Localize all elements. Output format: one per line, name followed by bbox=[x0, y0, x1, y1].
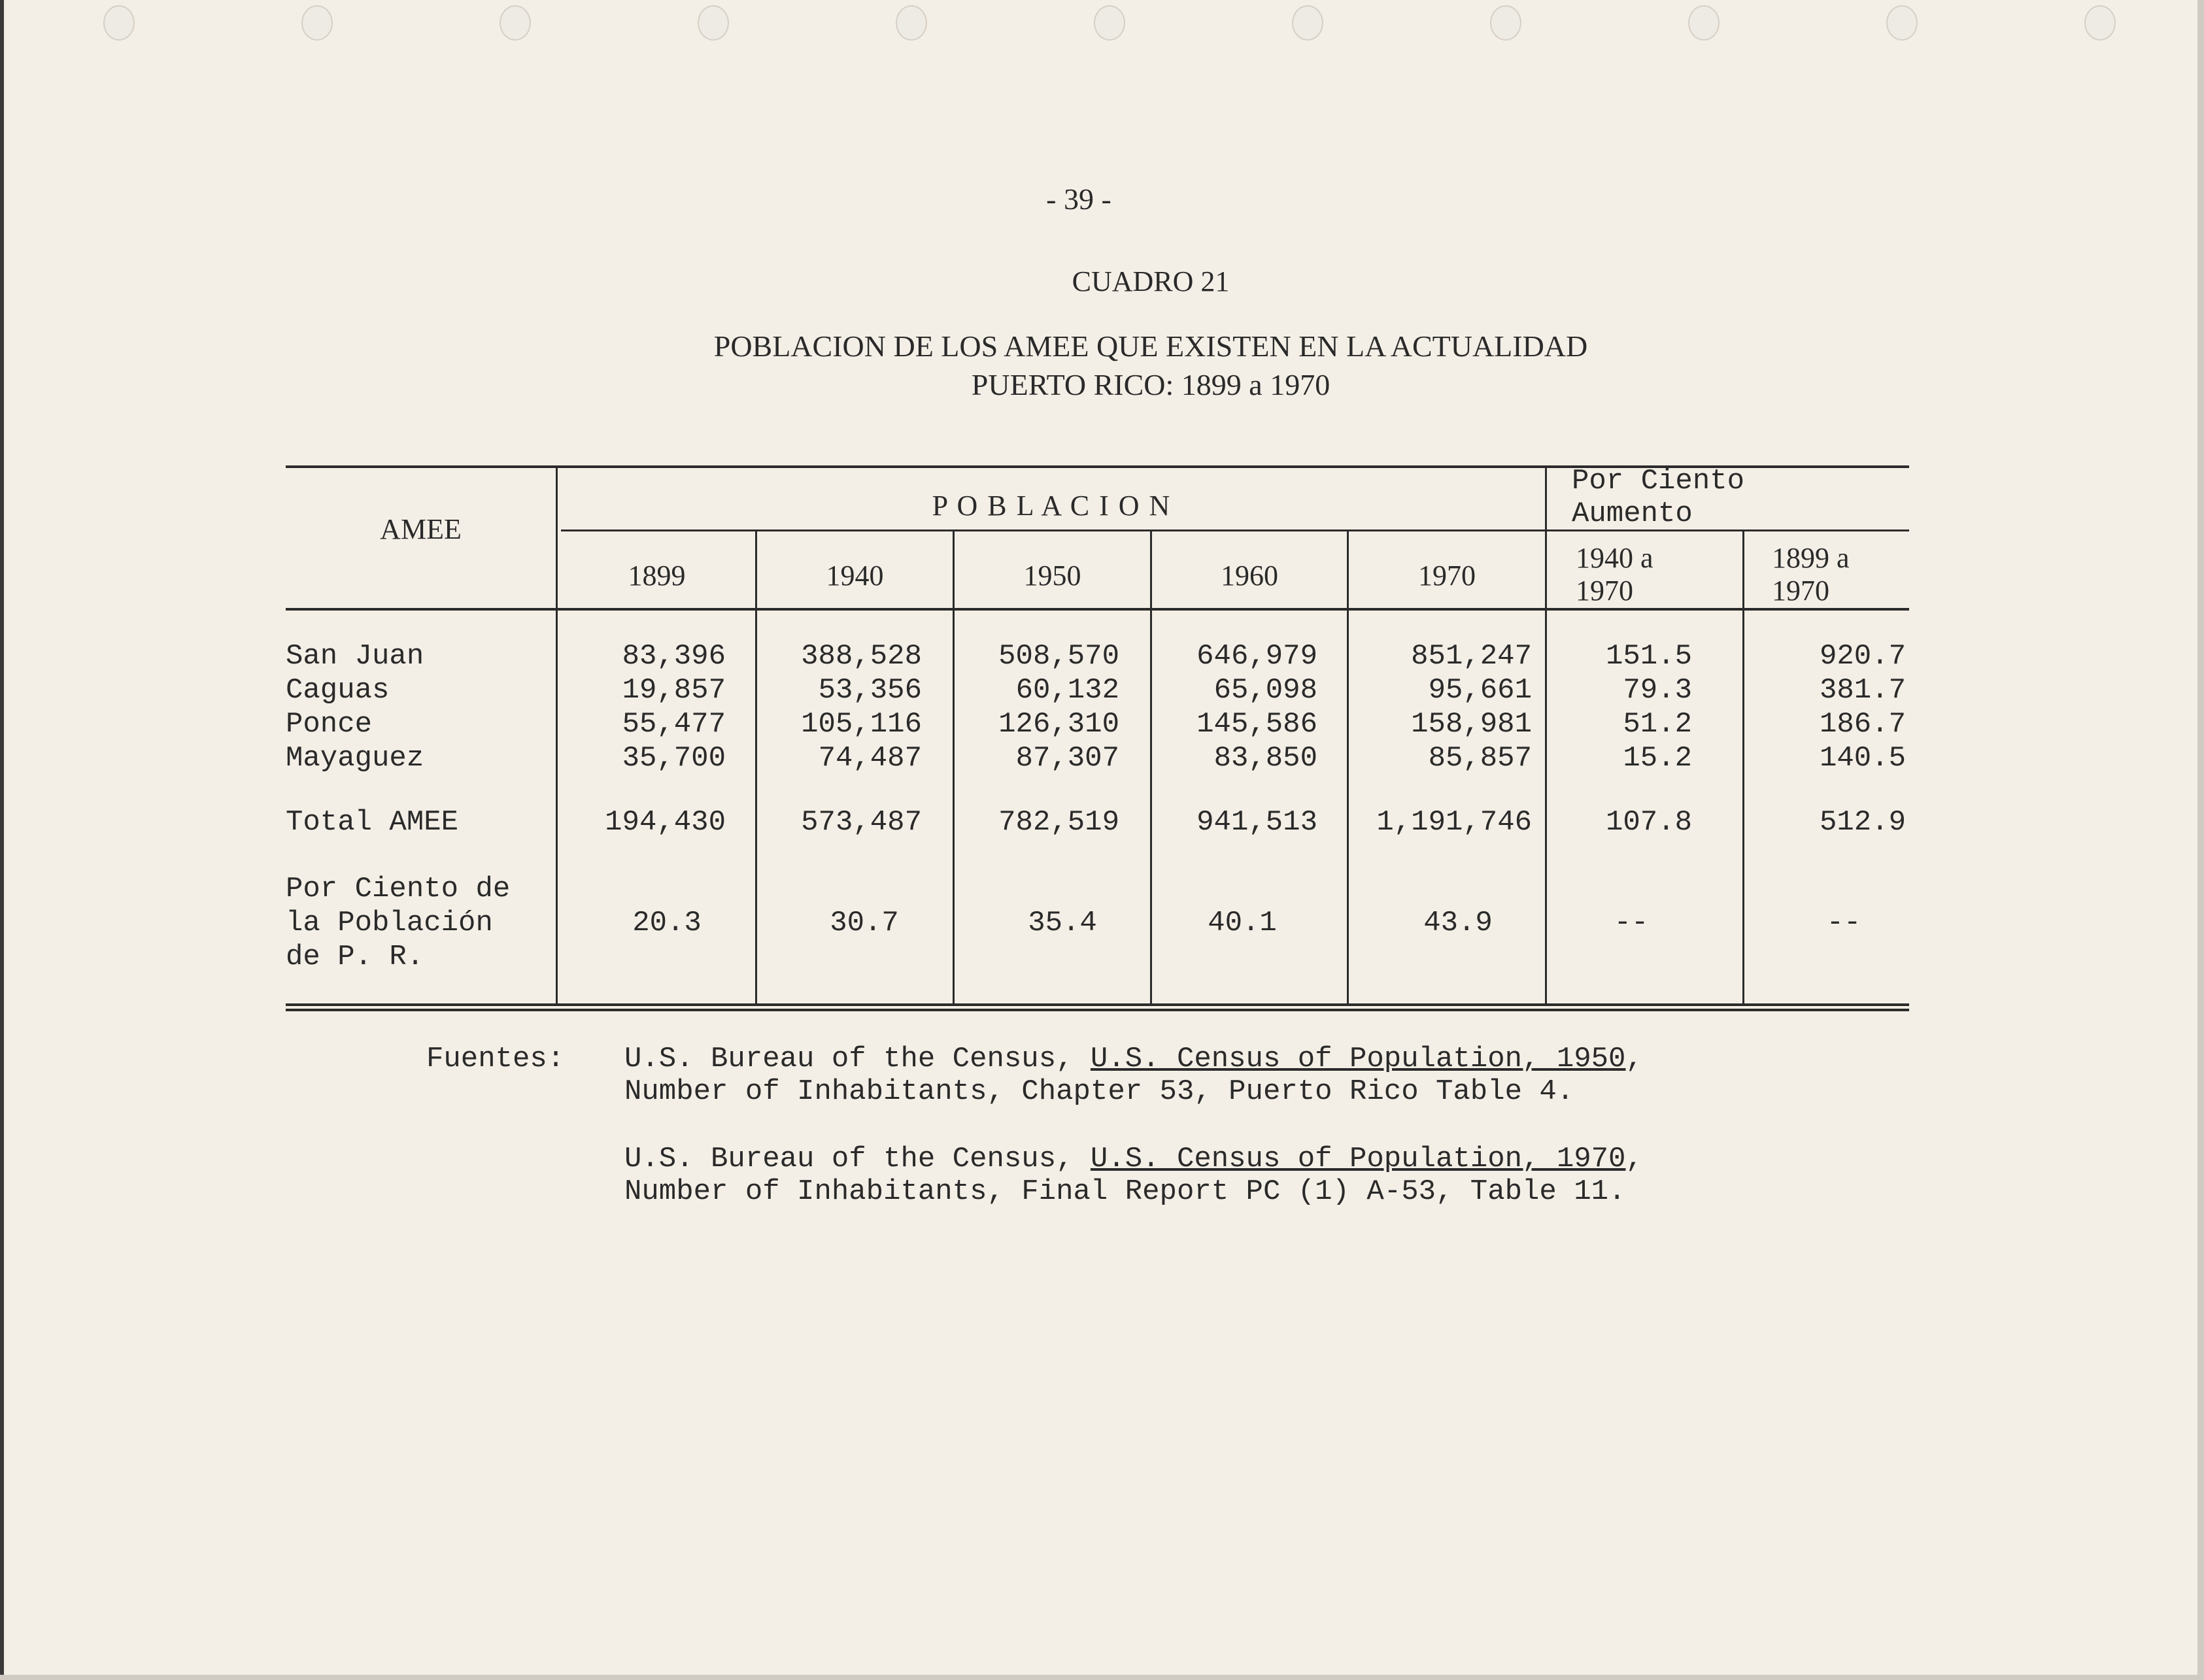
page-number: - 39 - bbox=[1046, 182, 1111, 216]
table-cell: 381.7 bbox=[1819, 674, 1906, 707]
binder-hole bbox=[698, 5, 729, 41]
table-cell: 851,247 bbox=[1411, 640, 1532, 673]
header-range-1940-end: 1970 bbox=[1576, 575, 1633, 607]
table-cell: 126,310 bbox=[998, 708, 1119, 741]
table-bottom-rule bbox=[286, 1003, 1909, 1006]
total-cell: 941,513 bbox=[1196, 806, 1317, 839]
percent-cell: 43.9 bbox=[1423, 907, 1493, 939]
table-cell: 186.7 bbox=[1819, 708, 1906, 741]
table-cell: 140.5 bbox=[1819, 742, 1906, 775]
percent-row-label: de P. R. bbox=[286, 941, 424, 973]
table-cell: 920.7 bbox=[1819, 640, 1906, 673]
binder-hole bbox=[1886, 5, 1918, 41]
table-subtitle: PUERTO RICO: 1899 a 1970 bbox=[971, 368, 1331, 401]
table-cell: 85,857 bbox=[1428, 742, 1532, 775]
binder-hole bbox=[301, 5, 333, 41]
header-year: 1970 bbox=[1418, 560, 1476, 592]
table-number: CUADRO 21 bbox=[1072, 265, 1230, 297]
percent-cell: 20.3 bbox=[632, 907, 702, 939]
binder-hole bbox=[1688, 5, 1720, 41]
table-cell: 95,661 bbox=[1428, 674, 1532, 707]
source-2-text: U.S. Bureau of the Census, bbox=[624, 1143, 1091, 1175]
header-range-1940: 1940 a bbox=[1576, 542, 1653, 574]
header-range-1899: 1899 a bbox=[1772, 542, 1850, 574]
table-cell: 65,098 bbox=[1213, 674, 1317, 707]
page-bottom-edge bbox=[0, 1675, 2204, 1680]
table-cell: 508,570 bbox=[998, 640, 1119, 673]
source-1-title: U.S. Census of Population, 1950 bbox=[1090, 1043, 1626, 1075]
table-cell: 87,307 bbox=[1015, 742, 1119, 775]
table-cell: 105,116 bbox=[801, 708, 922, 741]
table-cell: 83,396 bbox=[622, 640, 726, 673]
source-1-line-2: Number of Inhabitants, Chapter 53, Puerto Rico Table 4. bbox=[624, 1075, 1574, 1108]
source-2-line-1 bbox=[624, 1143, 1643, 1175]
binder-hole bbox=[1490, 5, 1521, 41]
percent-cell: 40.1 bbox=[1208, 907, 1277, 939]
binder-holes bbox=[0, 5, 2204, 44]
binder-hole bbox=[1292, 5, 1323, 41]
binder-hole bbox=[103, 5, 135, 41]
table-cell: 646,979 bbox=[1196, 640, 1317, 673]
percent-cell: 35.4 bbox=[1028, 907, 1097, 939]
header-year: 1960 bbox=[1221, 560, 1278, 592]
header-range-1899-end: 1970 bbox=[1772, 575, 1829, 607]
percent-row-label: la Población bbox=[286, 907, 493, 939]
page-right-edge bbox=[2197, 0, 2204, 1680]
header-year: 1899 bbox=[628, 560, 686, 592]
header-bottom-rule bbox=[286, 608, 1909, 611]
source-2-comma: , bbox=[1625, 1143, 1643, 1175]
header-aumento: Aumento bbox=[1572, 497, 1693, 530]
binder-hole bbox=[896, 5, 927, 41]
table-cell: 35,700 bbox=[622, 742, 726, 775]
header-por-ciento: Por Ciento bbox=[1572, 465, 1745, 497]
table-cell: 55,477 bbox=[622, 708, 726, 741]
total-row-label: Total AMEE bbox=[286, 806, 459, 839]
table-cell: 53,356 bbox=[818, 674, 922, 707]
table-cell: 145,586 bbox=[1196, 708, 1317, 741]
row-label: Mayaguez bbox=[286, 742, 424, 775]
total-cell: 573,487 bbox=[801, 806, 922, 839]
table-cell: 388,528 bbox=[801, 640, 922, 673]
total-cell: 107.8 bbox=[1605, 806, 1692, 839]
total-cell: 1,191,746 bbox=[1376, 806, 1532, 839]
percent-cell: -- bbox=[1826, 907, 1861, 939]
total-cell: 512.9 bbox=[1819, 806, 1906, 839]
total-cell: 782,519 bbox=[998, 806, 1119, 839]
source-2-line-2: Number of Inhabitants, Final Report PC (1) A-53, Table 11. bbox=[624, 1175, 1626, 1208]
table-title: POBLACION DE LOS AMEE QUE EXISTEN EN LA ACTUALIDAD bbox=[713, 329, 1588, 363]
source-2-title: U.S. Census of Population, 1970 bbox=[1090, 1143, 1626, 1175]
table-cell: 15.2 bbox=[1623, 742, 1692, 775]
binder-hole bbox=[500, 5, 531, 41]
table-cell: 19,857 bbox=[622, 674, 726, 707]
row-label: Ponce bbox=[286, 708, 373, 741]
page-left-edge bbox=[0, 0, 4, 1680]
percent-cell: -- bbox=[1614, 907, 1649, 939]
total-cell: 194,430 bbox=[605, 806, 726, 839]
source-1-text: U.S. Bureau of the Census, bbox=[624, 1043, 1091, 1075]
table-cell: 51.2 bbox=[1623, 708, 1692, 741]
percent-row-label: Por Ciento de bbox=[286, 873, 511, 905]
row-label: San Juan bbox=[286, 640, 424, 673]
binder-hole bbox=[2084, 5, 2116, 41]
sources-label: Fuentes: bbox=[426, 1043, 565, 1075]
table-cell: 60,132 bbox=[1015, 674, 1119, 707]
header-year: 1940 bbox=[826, 560, 884, 592]
header-sub-rule bbox=[561, 529, 1909, 531]
table-cell: 151.5 bbox=[1605, 640, 1692, 673]
binder-hole bbox=[1094, 5, 1125, 41]
table-cell: 158,981 bbox=[1411, 708, 1532, 741]
source-1-comma: , bbox=[1625, 1043, 1643, 1075]
row-label: Caguas bbox=[286, 674, 390, 707]
percent-cell: 30.7 bbox=[830, 907, 899, 939]
header-poblacion: P O B L A C I O N bbox=[932, 490, 1172, 522]
table-cell: 74,487 bbox=[818, 742, 922, 775]
header-amee: AMEE bbox=[380, 513, 462, 545]
table-cell: 83,850 bbox=[1213, 742, 1317, 775]
source-1-line-1 bbox=[624, 1043, 1643, 1075]
table-bottom-rule-double bbox=[286, 1009, 1909, 1011]
header-year: 1950 bbox=[1023, 560, 1081, 592]
table-cell: 79.3 bbox=[1623, 674, 1692, 707]
